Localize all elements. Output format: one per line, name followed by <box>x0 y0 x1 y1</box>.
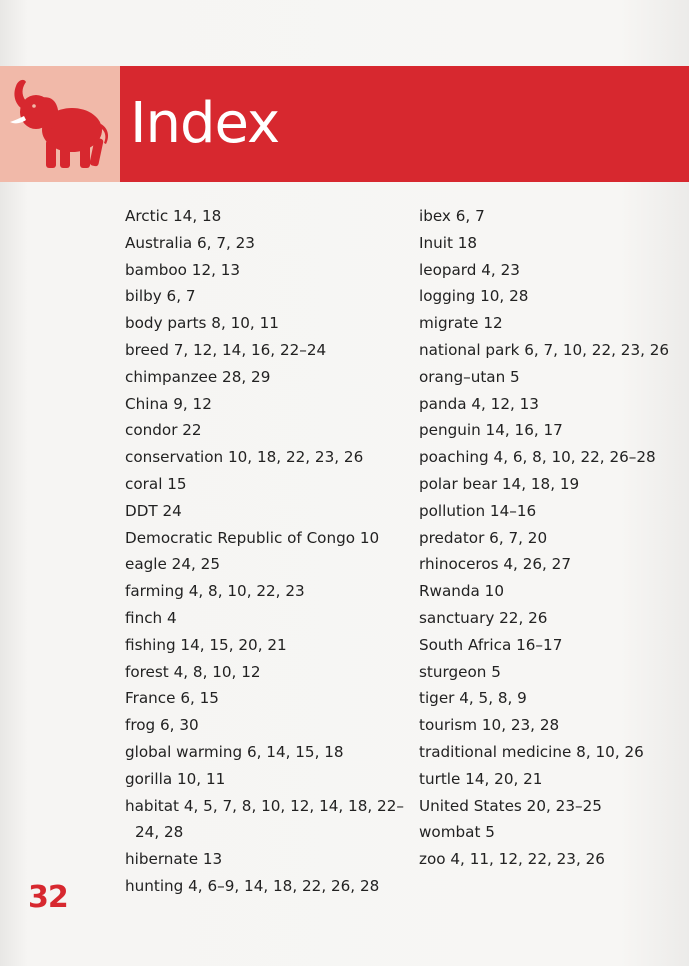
index-entry: hunting 4, 6–9, 14, 18, 22, 26, 28 <box>125 876 380 895</box>
index-entry: gorilla 10, 11 <box>125 769 226 788</box>
index-entry: wombat 5 <box>419 823 495 842</box>
index-entry: condor 22 <box>125 421 202 440</box>
index-entry: bilby 6, 7 <box>125 287 196 306</box>
index-entry: China 9, 12 <box>125 394 212 413</box>
index-entry: sturgeon 5 <box>419 662 501 681</box>
index-entry: fishing 14, 15, 20, 21 <box>125 635 287 654</box>
index-entry: frog 6, 30 <box>125 716 199 735</box>
index-entry: Rwanda 10 <box>419 582 505 601</box>
index-entry: leopard 4, 23 <box>419 260 520 279</box>
index-entry: poaching 4, 6, 8, 10, 22, 26–28 <box>419 448 656 467</box>
index-entry: tiger 4, 5, 8, 9 <box>419 689 527 708</box>
index-entry: sanctuary 22, 26 <box>419 608 548 627</box>
index-entry: farming 4, 8, 10, 22, 23 <box>125 582 305 601</box>
index-entry: tourism 10, 23, 28 <box>419 716 560 735</box>
index-entry: South Africa 16–17 <box>419 635 563 654</box>
index-entry: logging 10, 28 <box>419 287 529 306</box>
index-column-left <box>125 203 405 900</box>
index-entry: Arctic 14, 18 <box>125 207 222 225</box>
index-entry: penguin 14, 16, 17 <box>419 421 563 440</box>
index-entry: zoo 4, 11, 12, 22, 23, 26 <box>419 850 605 869</box>
elephant-icon <box>2 72 114 176</box>
index-entry: turtle 14, 20, 21 <box>419 769 543 788</box>
index-entry: migrate 12 <box>419 314 503 333</box>
page-number: 32 <box>28 880 68 915</box>
page-title: Index <box>130 91 280 156</box>
index-entry: Democratic Republic of Congo 10 <box>125 528 380 547</box>
index-entry: conservation 10, 18, 22, 23, 26 <box>125 448 364 467</box>
index-entry: bamboo 12, 13 <box>125 260 241 279</box>
index-entry: chimpanzee 28, 29 <box>125 367 271 386</box>
index-entry: ibex 6, 7 <box>419 207 485 225</box>
index-entry: finch 4 <box>125 608 177 627</box>
index-entry: Inuit 18 <box>419 233 478 252</box>
index-entry: breed 7, 12, 14, 16, 22–24 <box>125 340 327 359</box>
index-entry: United States 20, 23–25 <box>419 796 602 815</box>
index-entry: hibernate 13 <box>125 850 223 869</box>
index-entry: eagle 24, 25 <box>125 555 220 574</box>
index-entry: global warming 6, 14, 15, 18 <box>125 742 344 761</box>
index-entry: rhinoceros 4, 26, 27 <box>419 555 572 574</box>
index-entry: panda 4, 12, 13 <box>419 394 539 413</box>
index-entry: Australia 6, 7, 23 <box>125 233 255 252</box>
index-entry: DDT 24 <box>125 501 182 520</box>
index-entry: coral 15 <box>125 474 187 493</box>
index-entry: pollution 14–16 <box>419 501 537 520</box>
index-entry: traditional medicine 8, 10, 26 <box>419 742 644 761</box>
logo-box <box>0 66 120 182</box>
index-entry: France 6, 15 <box>125 689 219 708</box>
index-column-right <box>419 203 687 873</box>
index-entry: national park 6, 7, 10, 22, 23, 26 <box>419 340 670 359</box>
index-entry: habitat 4, 5, 7, 8, 10, 12, 14, 18, 22–24, 28 <box>125 796 404 842</box>
index-entry: polar bear 14, 18, 19 <box>419 474 580 493</box>
index-entry: forest 4, 8, 10, 12 <box>125 662 261 681</box>
index-entry: body parts 8, 10, 11 <box>125 314 279 333</box>
index-entry: predator 6, 7, 20 <box>419 528 548 547</box>
index-entry: orang–utan 5 <box>419 367 520 386</box>
